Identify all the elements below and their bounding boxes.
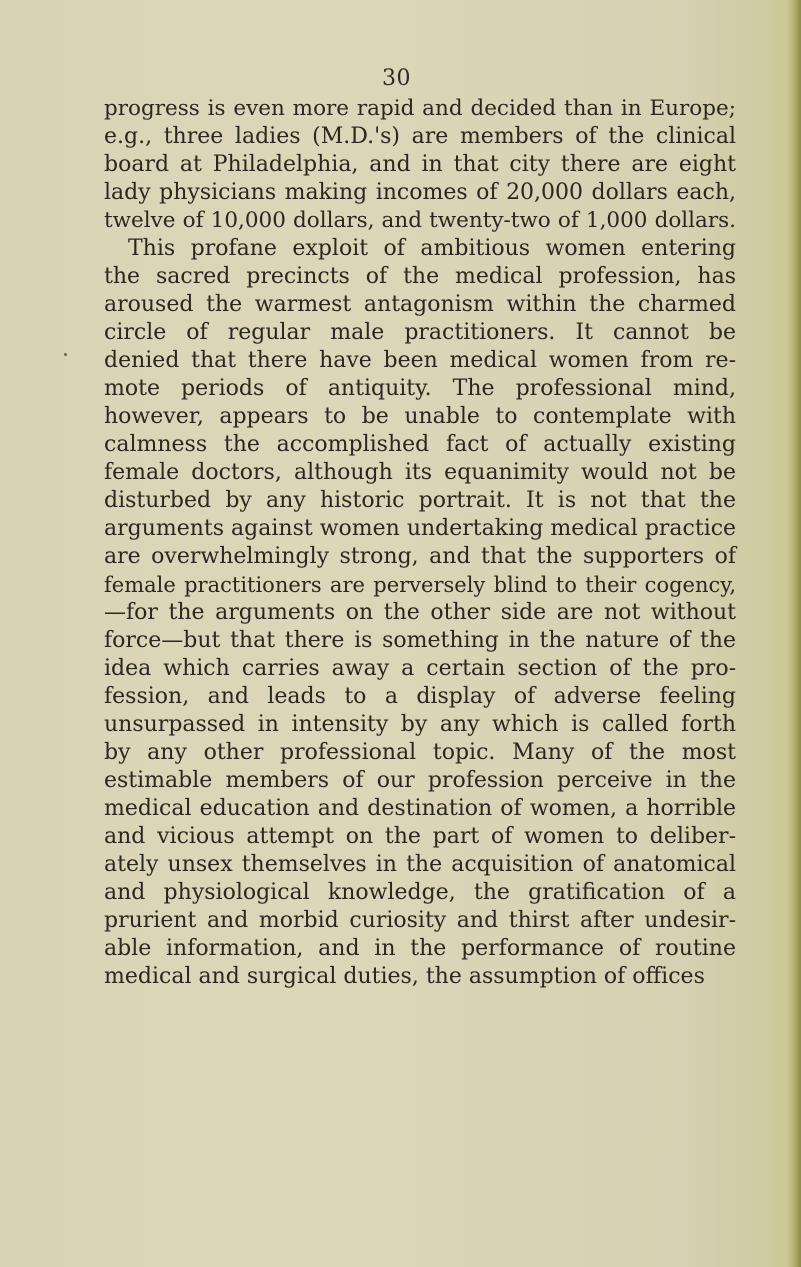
text-line: calmness the accomplished fact of actually existing: [104, 432, 736, 457]
text-line: able information, and in the performance of routine: [104, 936, 736, 961]
text-line: female doctors, although its equanimity would not be: [104, 460, 736, 485]
text-line: and physiological knowledge, the gratification of a: [104, 880, 736, 905]
text-line: progress is even more rapid and decided than in Europe;: [104, 96, 736, 121]
text-line: e.g., three ladies (M.D.'s) are members of the clinical: [104, 124, 736, 149]
page-number: 30: [382, 66, 411, 91]
text-line: medical and surgical duties, the assumption of offices: [104, 964, 705, 989]
text-line: and vicious attempt on the part of women to deliber-: [104, 824, 736, 849]
text-line: fession, and leads to a display of adverse feeling: [104, 684, 736, 709]
text-line: however, appears to be unable to contemplate with: [104, 404, 736, 429]
text-line: medical education and destination of women, a horrible: [104, 796, 736, 821]
text-line: the sacred precincts of the medical profession, has: [104, 264, 736, 289]
text-line: lady physicians making incomes of 20,000 dollars each,: [104, 180, 736, 205]
text-line: unsurpassed in intensity by any which is called forth: [104, 712, 736, 737]
text-line: ately unsex themselves in the acquisition of anatomical: [104, 852, 736, 877]
text-line: female practitioners are perversely blind to their cogency,: [104, 573, 736, 597]
text-line: board at Philadelphia, and in that city there are eight: [104, 152, 736, 177]
paper-speck: [64, 353, 67, 356]
text-line: mote periods of antiquity. The professional mind,: [104, 376, 736, 401]
text-line: disturbed by any historic portrait. It is not that the: [104, 488, 736, 513]
text-line: estimable members of our profession perceive in the: [104, 768, 736, 793]
text-line: twelve of 10,000 dollars, and twenty-two of 1,000 dollars.: [104, 208, 736, 233]
text-line: —for the arguments on the other side are not without: [104, 600, 736, 625]
body-text: [104, 95, 736, 991]
page-edge-shadow: [787, 0, 801, 1267]
text-line: idea which carries away a certain section of the pro-: [104, 656, 736, 681]
text-line: denied that there have been medical women from re-: [104, 348, 736, 373]
text-line: prurient and morbid curiosity and thirst after undesir-: [104, 908, 736, 933]
text-line: are overwhelmingly strong, and that the supporters of: [104, 544, 736, 569]
text-line: arguments against women undertaking medical practice: [104, 516, 737, 541]
text-line: This profane exploit of ambitious women entering: [128, 236, 736, 261]
text-line: by any other professional topic. Many of the most: [104, 740, 736, 765]
text-line: circle of regular male practitioners. It cannot be: [104, 320, 736, 345]
text-line: force—but that there is something in the nature of the: [104, 628, 736, 653]
text-line: aroused the warmest antagonism within the charmed: [104, 292, 736, 317]
